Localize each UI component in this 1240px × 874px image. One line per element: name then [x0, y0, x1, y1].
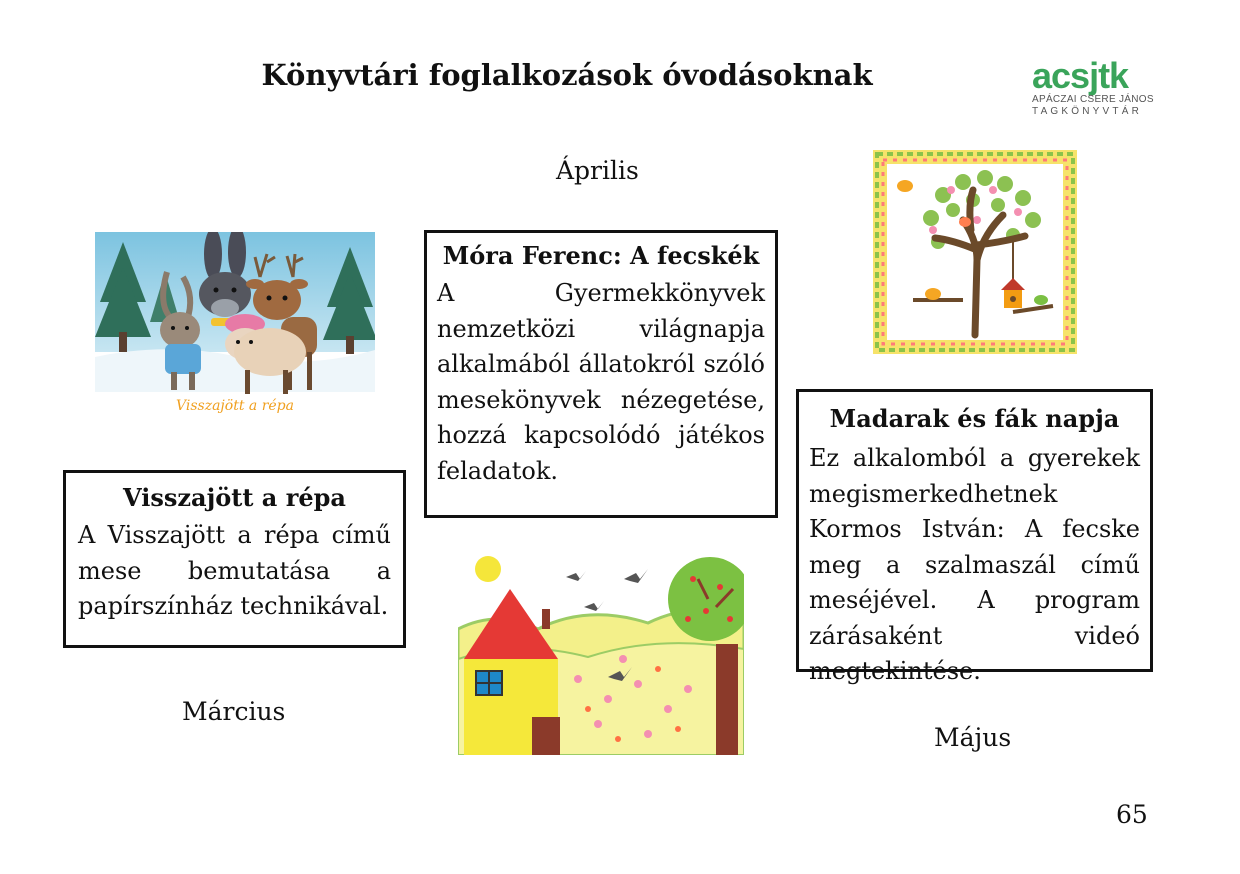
month-april: Április	[556, 156, 639, 185]
logo-line-1: APÁCZAI CSERE JÁNOS	[1032, 94, 1154, 105]
house-swallows-illustration	[458, 549, 744, 755]
march-program-box	[63, 470, 406, 648]
logo-mark: acsjtk	[1032, 55, 1129, 96]
month-march: Március	[182, 697, 286, 726]
library-logo	[1032, 55, 1156, 122]
winter-animals-illustration	[95, 232, 375, 418]
may-program-text: Ez alkalomból a gyerekek megismerkedhetnek Kormos István: A fecske meg a szalmaszál című meséjével. A program zárásaként videó megtekintése.	[809, 444, 1140, 685]
page-number: 65	[1116, 800, 1148, 829]
tree-birds-illustration	[873, 150, 1077, 354]
may-program-title: Madarak és fák napja	[829, 404, 1120, 433]
page-title: Könyvtári foglalkozások óvodásoknak	[261, 58, 873, 92]
logo-line-2: TAGKÖNYVTÁR	[1032, 106, 1143, 117]
april-program-title: Móra Ferenc: A fecskék	[442, 241, 760, 270]
may-program-box	[796, 389, 1153, 685]
march-program-text: A Visszajött a répa című mese bemutatása a papírszínház technikával.	[78, 521, 391, 620]
month-may: Május	[934, 723, 1012, 752]
april-program-text: A Gyermekkönyvek nemzetközi világnapja alkalmából állatokról szóló mesekönyvek nézegetése, hozzá kapcsolódó játékos feladatok.	[437, 279, 765, 485]
april-program-box	[424, 230, 778, 518]
repa-caption-text: Visszajött a répa	[176, 398, 294, 414]
march-program-title: Visszajött a répa	[123, 483, 346, 512]
